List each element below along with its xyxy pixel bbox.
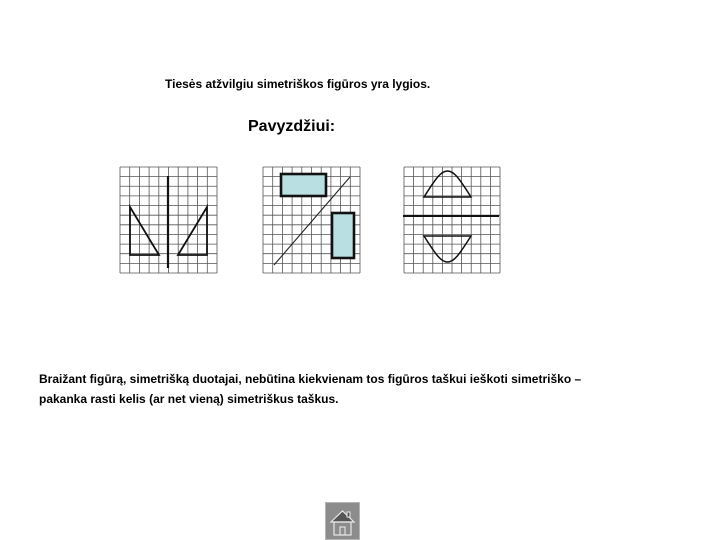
home-button[interactable]: [325, 502, 360, 540]
right-rectangle: [332, 213, 354, 258]
subtitle: Tiesės atžvilgiu simetriškos figūros yra lygios.: [165, 77, 431, 91]
explanation-paragraph: [39, 369, 581, 409]
paragraph-line-2: pakanka rasti kelis (ar net vieną) simetriškus taškus.: [39, 392, 339, 406]
top-rectangle: [281, 174, 326, 196]
paragraph-line-1: Braižant figūrą, simetrišką duotajai, nebūtina kiekvienam tos figūros taškui ieškoti simetriško –: [39, 372, 582, 386]
page-heading: Pavyzdžiui:: [248, 118, 336, 135]
home-icon: [326, 503, 359, 539]
grid-3: [404, 167, 500, 273]
